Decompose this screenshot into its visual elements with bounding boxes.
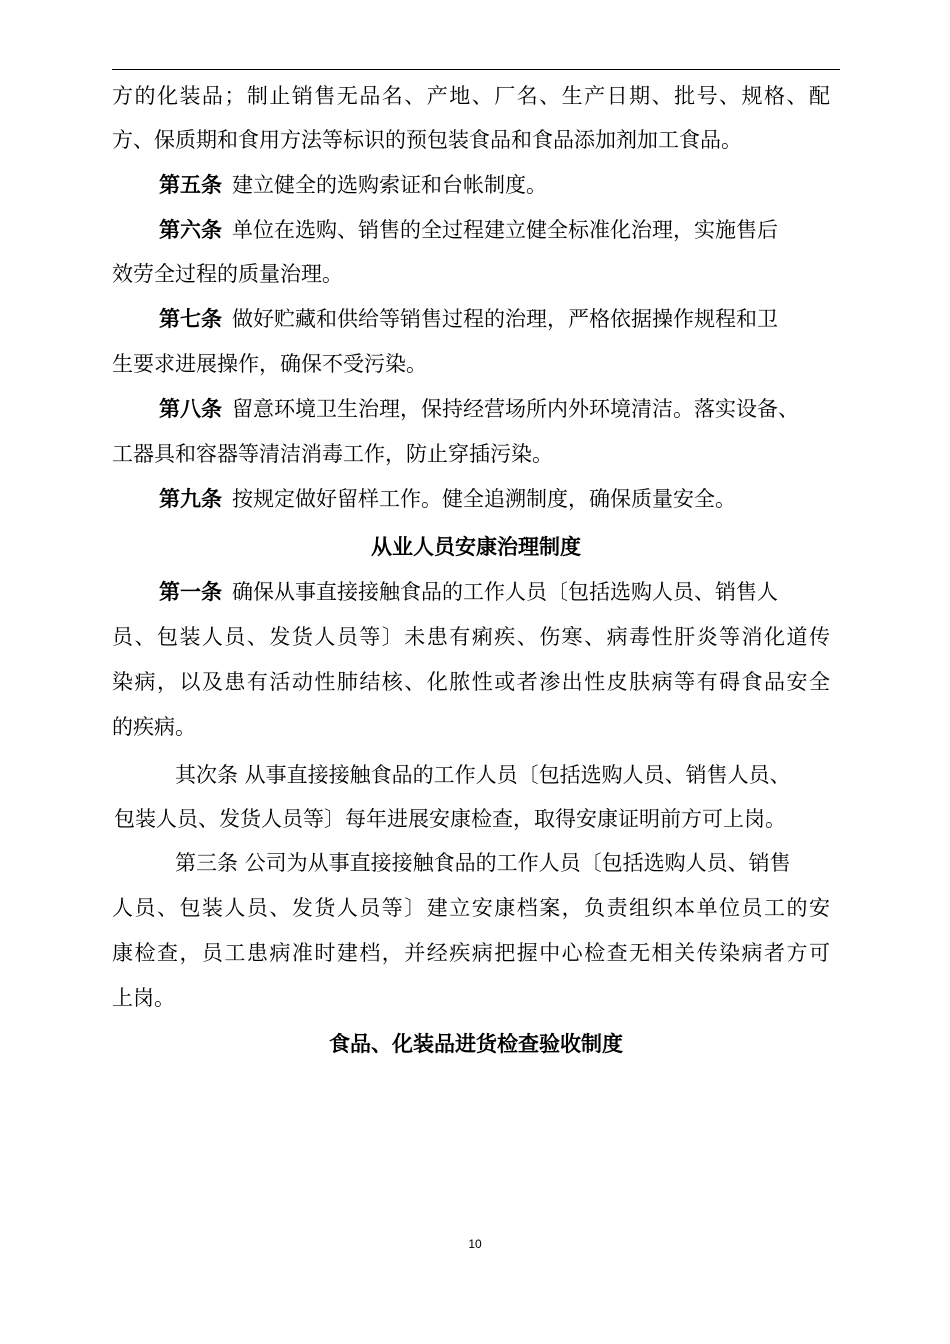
health-article-1-line-2: 员、包装人员、发货人员等〕未患有痢疾、伤寒、病毒性肝炎等消化道传: [112, 625, 830, 649]
health-article-2-line-1: 其次条 从事直接接触食品的工作人员〔包括选购人员、销售人员、: [175, 763, 791, 787]
article-6-line-1: [159, 215, 778, 245]
article-5: [159, 170, 547, 200]
health-article-3-line-3: 康检查，员工患病准时建档，并经疾病把握中心检查无相关传染病者方可: [112, 941, 830, 965]
page-number: 10: [468, 1237, 482, 1251]
health-article-1-label: 第一条: [159, 580, 222, 604]
article-9-text: 按规定做好留样工作。健全追溯制度，确保质量安全。: [232, 487, 736, 511]
health-article-1-text: 确保从事直接接触食品的工作人员〔包括选购人员、销售人: [232, 580, 778, 604]
article-9-label: 第九条: [159, 487, 222, 511]
article-8-label: 第八条: [159, 397, 222, 421]
article-9: [159, 484, 736, 514]
article-6-line-2: 效劳全过程的质量治理。: [112, 262, 343, 286]
article-5-text: 建立健全的选购索证和台帐制度。: [232, 173, 547, 197]
health-article-3-line-4: 上岗。: [112, 986, 175, 1010]
health-article-3-line-1: 第三条 公司为从事直接接触食品的工作人员〔包括选购人员、销售: [175, 851, 791, 875]
article-5-label: 第五条: [159, 173, 222, 197]
section-heading-inspection: 食品、化装品进货检查验收制度: [329, 1032, 623, 1056]
article-7-text: 做好贮藏和供给等销售过程的治理，严格依据操作规程和卫: [232, 307, 778, 331]
paragraph-line: 方、保质期和食用方法等标识的预包装食品和食品添加剂加工食品。: [112, 128, 742, 152]
health-article-1-line-1: [159, 577, 778, 607]
article-6-text: 单位在选购、销售的全过程建立健全标准化治理，实施售后: [232, 218, 778, 242]
paragraph-line: 方的化装品；制止销售无品名、产地、厂名、生产日期、批号、规格、配: [112, 84, 830, 108]
health-article-2-line-2: 包装人员、发货人员等〕每年进展安康检查，取得安康证明前方可上岗。: [114, 807, 786, 831]
article-8-text: 留意环境卫生治理，保持经营场所内外环境清洁。落实设备、: [232, 397, 799, 421]
article-7-line-1: [159, 304, 778, 334]
header-rule: [112, 69, 840, 70]
article-7-line-2: 生要求进展操作，确保不受污染。: [112, 352, 427, 376]
section-heading-health: 从业人员安康治理制度: [371, 535, 581, 559]
article-8-line-1: [159, 394, 799, 424]
article-8-line-2: 工器具和容器等清洁消毒工作，防止穿插污染。: [112, 442, 553, 466]
health-article-1-line-3: 染病，以及患有活动性肺结核、化脓性或者渗出性皮肤病等有碍食品安全: [112, 670, 830, 694]
article-6-label: 第六条: [159, 218, 222, 242]
article-7-label: 第七条: [159, 307, 222, 331]
health-article-1-line-4: 的疾病。: [112, 715, 196, 739]
health-article-3-line-2: 人员、包装人员、发货人员等〕建立安康档案，负责组织本单位员工的安: [112, 896, 830, 920]
